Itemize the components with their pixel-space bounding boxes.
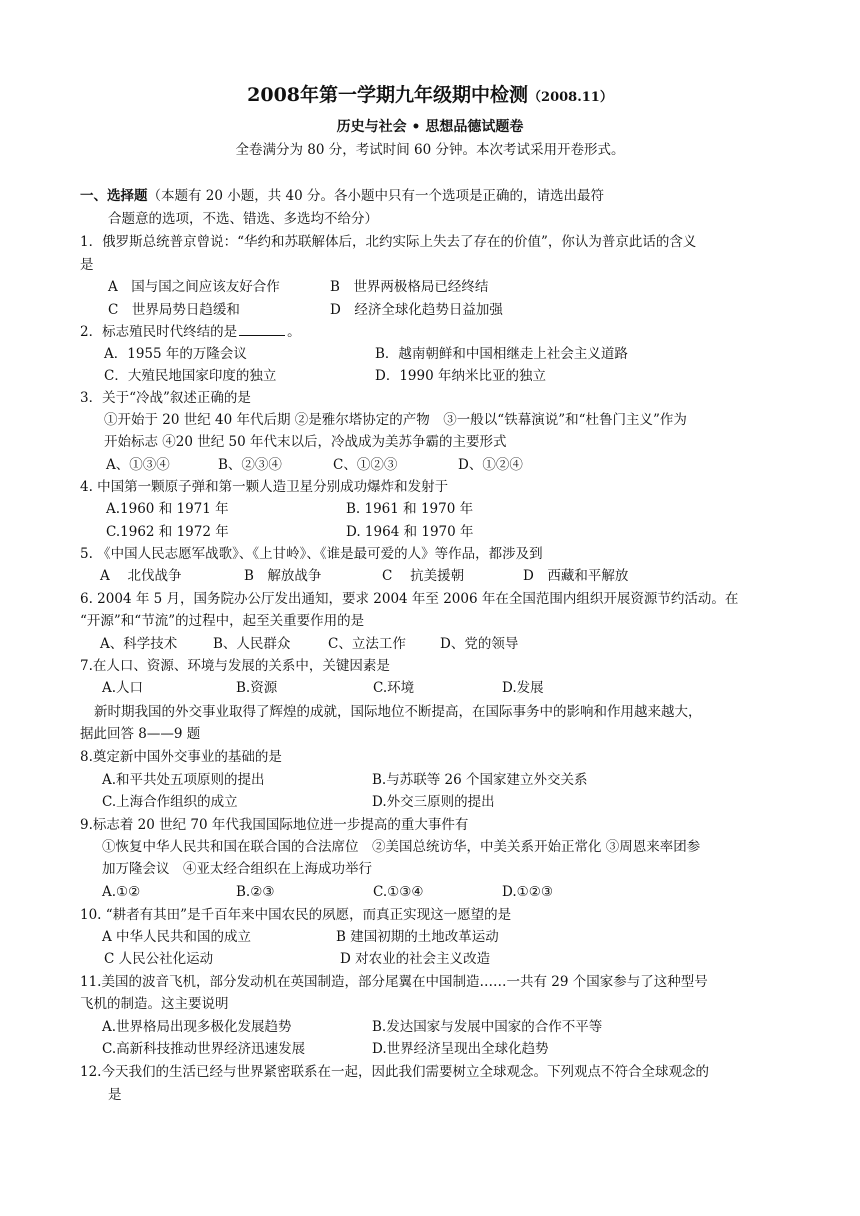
question-10-option-c: C 人民公社化运动 (104, 951, 214, 967)
question-5-option-d: D 西藏和平解放 (523, 568, 629, 584)
question-6-option-d: D、党的领导 (440, 636, 519, 652)
page-subtitle: 历史与社会 • 思想品德试题卷 (336, 119, 524, 135)
question-7-stem: 7.在人口、资源、环境与发展的关系中，关键因素是 (80, 658, 390, 674)
question-8-option-a: A.和平共处五项原则的提出 (102, 772, 265, 788)
question-12-stem: 12.今天我们的生活已经与世界紧密联系在一起，因此我们需要树立全球观念。下列观点不符合全球观念的 (80, 1064, 709, 1080)
question-6-stem-cont: “开源”和“节流”的过程中，起至关重要作用的是 (80, 613, 365, 629)
question-4-option-d: D. 1964 和 1970 年 (346, 524, 474, 540)
question-8-option-c: C.上海合作组织的成立 (102, 794, 238, 810)
question-1-option-c: C 世界局势日趋缓和 (108, 302, 240, 318)
question-6-stem: 6. 2004 年 5 月，国务院办公厅发出通知，要求 2004 年至 2006 年在全国范围内组织开展资源节约活动。在 (80, 591, 739, 607)
question-11-option-a: A.世界格局出现多极化发展趋势 (102, 1019, 292, 1035)
question-9-option-a: A.①② (102, 884, 141, 900)
question-7-option-d: D.发展 (502, 680, 544, 696)
question-4-stem: 4. 中国第一颗原子弹和第一颗人造卫星分别成功爆炸和发射于 (80, 479, 449, 495)
question-2-stem (80, 322, 301, 342)
question-11-option-c: C.高新科技推动世界经济迅速发展 (102, 1041, 306, 1057)
question-12-stem-cont: 是 (108, 1087, 122, 1103)
question-3-option-a: A、①③④ (106, 457, 170, 473)
question-8-option-b: B.与苏联等 26 个国家建立外交关系 (372, 772, 588, 788)
section-description-cont: 合题意的选项，不选、错选、多选均不给分） (108, 211, 378, 227)
title-date: （2008.11） (528, 90, 613, 105)
question-9-option-b: B.②③ (236, 884, 275, 900)
passage-text-cont: 据此回答 8——9 题 (80, 726, 201, 742)
question-11-option-d: D.世界经济呈现出全球化趋势 (372, 1041, 549, 1057)
question-5-option-b: B 解放战争 (244, 568, 322, 584)
question-1-option-b: B 世界两极格局已经终结 (330, 279, 489, 295)
question-8-stem: 8.奠定新中国外交事业的基础的是 (80, 749, 282, 765)
question-2-stem-text: 2．标志殖民时代终结的是 (80, 324, 238, 340)
question-5-stem: 5. 《中国人民志愿军战歌》、《上甘岭》、《谁是最可爱的人》等作品，都涉及到 (80, 546, 543, 562)
question-9-statements-cont: 加万隆会议 ④亚太经合组织在上海成功举行 (102, 861, 372, 877)
question-10-option-d: D 对农业的社会主义改造 (340, 951, 491, 967)
question-3-option-b: B、②③④ (218, 457, 282, 473)
question-6-option-a: A、科学技术 (100, 636, 178, 652)
question-2-stem-end: 。 (287, 324, 301, 340)
title-main: 2008年第一学期九年级期中检测 (247, 84, 529, 106)
question-7-option-b: B.资源 (236, 680, 278, 696)
question-1-option-a: A 国与国之间应该友好合作 (108, 279, 280, 295)
section-heading-line (80, 186, 604, 206)
question-10-stem: 10. “耕者有其田”是千百年来中国农民的夙愿，而真正实现这一愿望的是 (80, 907, 512, 923)
question-3-statements-cont: 开始标志 ④20 世纪 50 年代末以后，冷战成为美苏争霸的主要形式 (104, 434, 507, 450)
section-heading: 一、选择题 (80, 188, 148, 204)
question-4-option-c: C.1962 和 1972 年 (106, 524, 229, 540)
question-9-statements: ①恢复中华人民共和国在联合国的合法席位 ②美国总统访华，中美关系开始正常化 ③周恩来率团参 (102, 839, 701, 855)
question-4-option-b: B. 1961 和 1970 年 (346, 501, 474, 517)
question-2-option-c: C．大殖民地国家印度的独立 (104, 368, 277, 384)
question-2-option-a: A．1955 年的万隆会议 (104, 346, 247, 362)
question-6-option-c: C、立法工作 (328, 636, 406, 652)
question-9-option-d: D.①②③ (502, 884, 553, 900)
question-3-statements: ①开始于 20 世纪 40 年代后期 ②是雅尔塔协定的产物 ③一般以“铁幕演说”和“杜鲁门主义”作为 (104, 412, 687, 428)
question-4-option-a: A.1960 和 1971 年 (106, 501, 229, 517)
question-1-stem: 1．俄罗斯总统普京曾说：“华约和苏联解体后，北约实际上失去了存在的价值”，你认为普京此话的含义 (80, 234, 697, 250)
exam-intro: 全卷满分为 80 分，考试时间 60 分钟。本次考试采用开卷形式。 (235, 142, 625, 158)
question-11-stem-cont: 飞机的制造。这主要说明 (80, 996, 229, 1012)
answer-blank (239, 323, 285, 336)
passage-text: 新时期我国的外交事业取得了辉煌的成就，国际地位不断提高，在国际事务中的影响和作用越来越大， (94, 704, 702, 720)
question-3-option-c: C、①②③ (333, 457, 398, 473)
question-5-option-c: C 抗美援朝 (382, 568, 465, 584)
question-11-option-b: B.发达国家与发展中国家的合作不平等 (372, 1019, 603, 1035)
page-title (0, 80, 860, 107)
question-1-option-d: D 经济全球化趋势日益加强 (330, 302, 503, 318)
question-11-stem: 11.美国的波音飞机，部分发动机在英国制造，部分尾翼在中国制造……一共有 29 个国家参与了这种型号 (80, 974, 708, 990)
question-7-option-a: A.人口 (102, 680, 144, 696)
question-10-option-a: A 中华人民共和国的成立 (102, 929, 252, 945)
question-7-option-c: C.环境 (373, 680, 415, 696)
question-2-option-b: B．越南朝鲜和中国相继走上社会主义道路 (375, 346, 628, 362)
section-description: （本题有 20 小题，共 40 分。各小题中只有一个选项是正确的，请选出最符 (147, 188, 605, 204)
question-8-option-d: D.外交三原则的提出 (372, 794, 495, 810)
question-3-option-d: D、①②④ (458, 457, 523, 473)
question-10-option-b: B 建国初期的土地改革运动 (336, 929, 499, 945)
question-9-stem: 9.标志着 20 世纪 70 年代我国国际地位进一步提高的重大事件有 (80, 817, 469, 833)
question-3-stem: 3．关于“冷战”叙述正确的是 (80, 390, 251, 406)
question-6-option-b: B、人民群众 (213, 636, 291, 652)
question-5-option-a: A 北伐战争 (100, 568, 182, 584)
question-2-option-d: D．1990 年纳米比亚的独立 (375, 368, 546, 384)
question-9-option-c: C.①③④ (373, 884, 424, 900)
question-1-stem-cont: 是 (80, 257, 94, 273)
